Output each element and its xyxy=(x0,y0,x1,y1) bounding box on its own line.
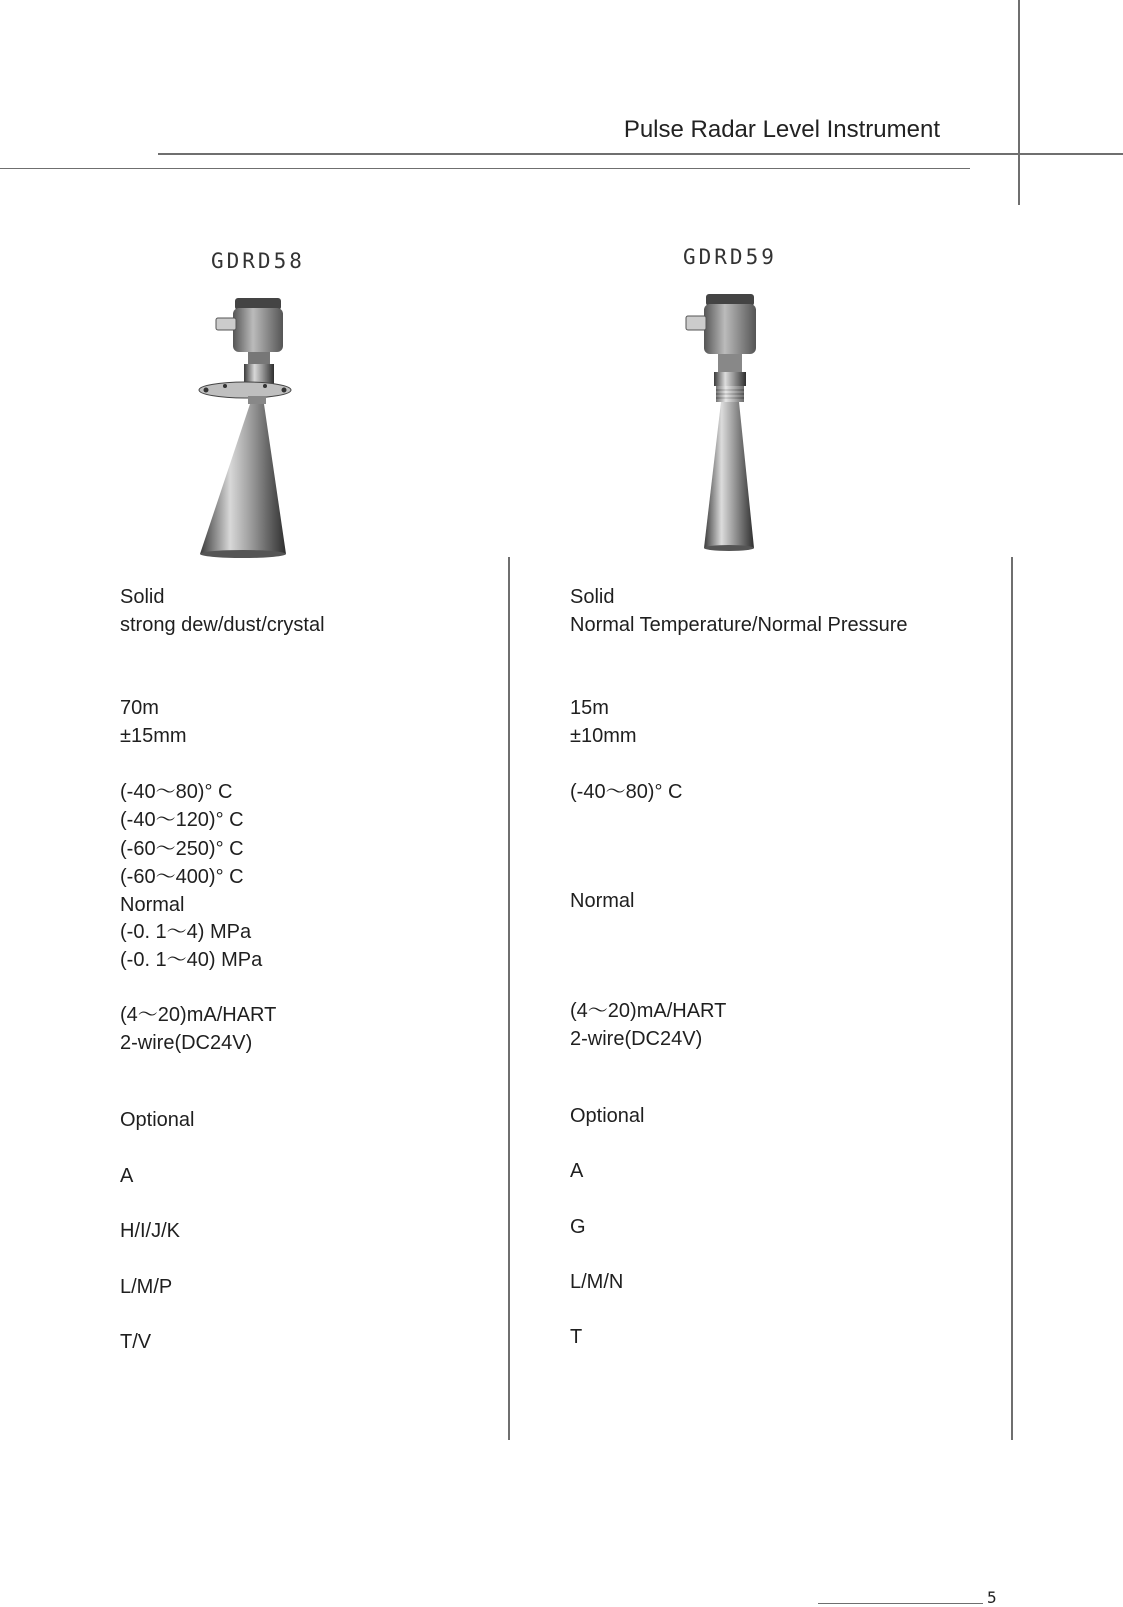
spec-gdrd59-display: Optional xyxy=(570,1105,645,1127)
page-number: 5 xyxy=(987,1588,997,1607)
spec-gdrd58-pressure-2: (-0. 1～40) MPa xyxy=(120,949,263,971)
header-vertical-rule xyxy=(1018,0,1020,205)
spec-gdrd59-accuracy: ±10mm xyxy=(570,725,637,747)
spec-gdrd58-pressure-1: (-0. 1～4) MPa xyxy=(120,921,252,943)
spec-gdrd58-accuracy: ±15mm xyxy=(120,725,187,747)
header-rule xyxy=(158,153,1123,155)
spec-gdrd58-condition: strong dew/dust/crystal xyxy=(120,614,325,636)
spec-gdrd59-code-2: G xyxy=(570,1216,586,1238)
spec-gdrd58-temp-2: (-40～120)° C xyxy=(120,809,244,831)
product-image-gdrd58 xyxy=(190,290,300,560)
spec-gdrd58-power: 2-wire(DC24V) xyxy=(120,1032,253,1054)
model-title-gdrd59: GDRD59 xyxy=(683,245,777,269)
spec-gdrd59-power: 2-wire(DC24V) xyxy=(570,1028,703,1050)
spec-gdrd58-temp-1: (-40～80)° C xyxy=(120,781,233,803)
spec-gdrd58-display: Optional xyxy=(120,1109,195,1131)
column-divider-right xyxy=(1011,557,1013,1440)
spec-gdrd58-temp-3: (-60～250)° C xyxy=(120,838,244,860)
spec-gdrd58-code-4: T/V xyxy=(120,1331,152,1353)
footer-rule xyxy=(818,1603,983,1604)
spec-gdrd58-code-1: A xyxy=(120,1165,134,1187)
spec-gdrd58-output: (4～20)mA/HART xyxy=(120,1004,277,1026)
spec-gdrd59-condition: Normal Temperature/Normal Pressure xyxy=(570,614,908,636)
spec-gdrd59-output: (4～20)mA/HART xyxy=(570,1000,727,1022)
page-title: Pulse Radar Level Instrument xyxy=(623,116,940,143)
spec-gdrd59-range: 15m xyxy=(570,697,609,719)
model-title-gdrd58: GDRD58 xyxy=(211,249,305,273)
spec-gdrd58-temp-4: (-60～400)° C xyxy=(120,866,244,888)
header-rule-lower xyxy=(0,168,970,169)
spec-gdrd59-pressure: Normal xyxy=(570,890,635,912)
spec-gdrd58-code-3: L/M/P xyxy=(120,1276,173,1298)
spec-gdrd58-material: Solid xyxy=(120,586,165,608)
spec-gdrd59-code-4: T xyxy=(570,1326,583,1348)
spec-gdrd58-range: 70m xyxy=(120,697,159,719)
spec-gdrd58-pressure-normal: Normal xyxy=(120,894,185,916)
spec-gdrd59-code-3: L/M/N xyxy=(570,1271,624,1293)
spec-gdrd59-temp: (-40～80)° C xyxy=(570,781,683,803)
column-divider-middle xyxy=(508,557,510,1440)
product-image-gdrd59 xyxy=(678,290,778,555)
spec-gdrd58-code-2: H/I/J/K xyxy=(120,1220,181,1242)
spec-gdrd59-code-1: A xyxy=(570,1160,584,1182)
spec-gdrd59-material: Solid xyxy=(570,586,615,608)
